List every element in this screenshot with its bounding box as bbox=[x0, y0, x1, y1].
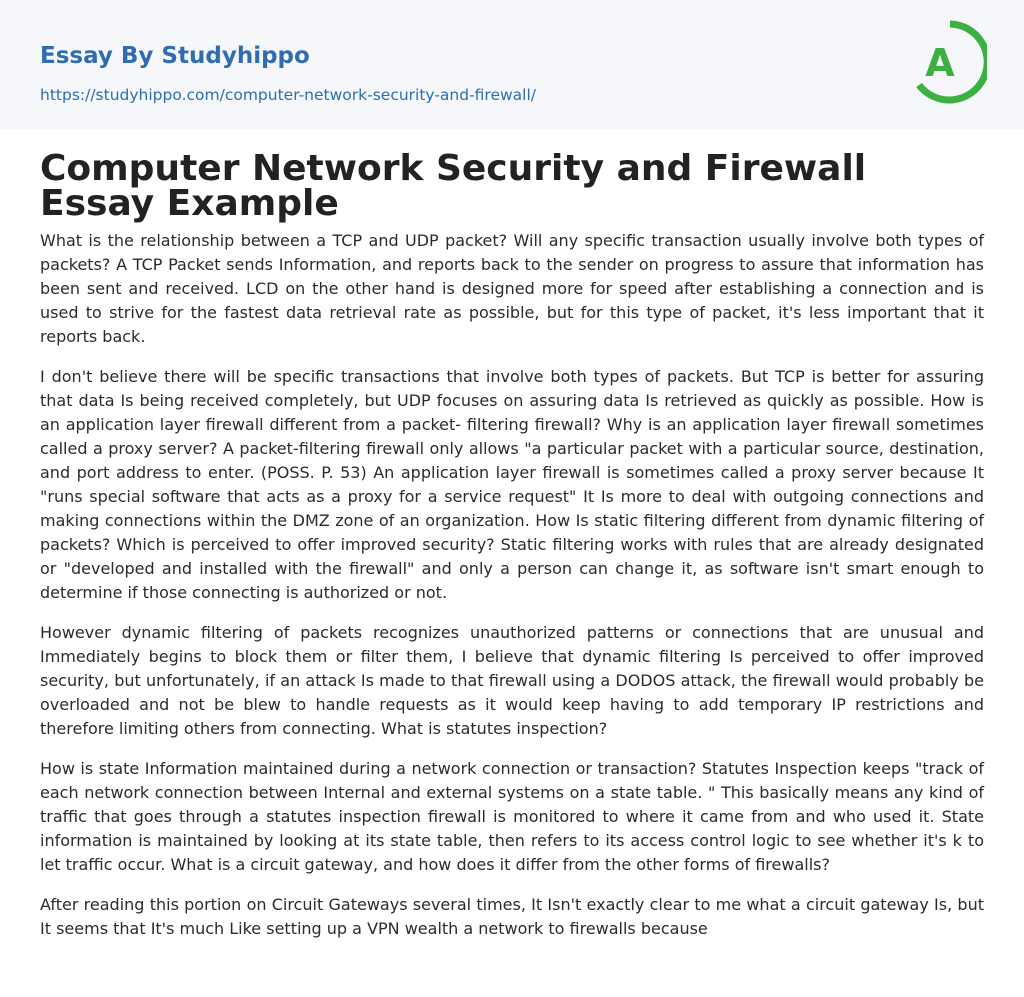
article-url-link[interactable]: https://studyhippo.com/computer-network-security-and-firewall/ bbox=[40, 86, 537, 104]
studyhippo-logo-icon[interactable] bbox=[913, 19, 987, 105]
logo-letter: A bbox=[925, 41, 955, 85]
paragraph-1: What is the relationship between a TCP and UDP packet? Will any specific transaction usually involve both types of packets? A TCP Packet sends Information, and reports back to the sender on progress to assure that information has been sent and received. LCD on the other hand is designed more for speed after establishing a connection and is used to strive for the fastest data retrieval rate as possible, but for this type of packet, it's less important that it reports back. bbox=[40, 231, 984, 346]
site-title[interactable]: Essay By Studyhippo bbox=[40, 43, 310, 69]
site-header bbox=[0, 0, 1024, 129]
article-body bbox=[40, 229, 984, 957]
paragraph-3: However dynamic filtering of packets recognizes unauthorized patterns or connections that are unusual and Immediately begins to block them or filter them, I believe that dynamic filtering Is perceived to offer improved security, but unfortunately, if an attack Is made to that firewall using a DODOS attack, the firewall would probably be overloaded and not be blew to handle requests as it would keep having to add temporary IP restrictions and therefore limiting others from connecting. What is statutes inspection? bbox=[40, 623, 984, 738]
paragraph-5: After reading this portion on Circuit Gateways several times, It Isn't exactly clear to me what a circuit gateway Is, but It seems that It's much Like setting up a VPN wealth a network to firewalls because bbox=[40, 895, 984, 938]
page-title: Computer Network Security and Firewall Essay Example bbox=[40, 148, 867, 224]
paragraph-4: How is state Information maintained during a network connection or transaction? Statutes Inspection keeps "track of each network connection between Internal and external systems on a state table. " This basically means any kind of traffic that goes through a statutes inspection firewall is monitored to where it came from and who used it. State information is maintained by looking at its state table, then refers to its access control logic to see whether it's k to let traffic occur. What is a circuit gateway, and how does it differ from the other forms of firewalls? bbox=[40, 759, 984, 874]
paragraph-2: I don't believe there will be specific transactions that involve both types of packets. But TCP is better for assuring that data Is being received completely, but UDP focuses on assuring data Is retrieved as quickly as possible. How is an application layer firewall different from a packet- filtering firewall? Why is an application layer firewall sometimes called a proxy server? A packet-filtering firewall only allows "a particular packet with a particular source, destination, and port address to enter. (POSS. P. 53) An application layer firewall is sometimes called a proxy server because It "runs special software that acts as a proxy for a service request" It Is more to deal with outgoing connections and making connections within the DMZ zone of an organization. How Is static filtering different from dynamic filtering of packets? Which is perceived to offer improved security? Static filtering works with rules that are already designated or "developed and installed with the firewall" and only a person can change it, as software isn't smart enough to determine if those connecting is authorized or not. bbox=[40, 367, 984, 602]
